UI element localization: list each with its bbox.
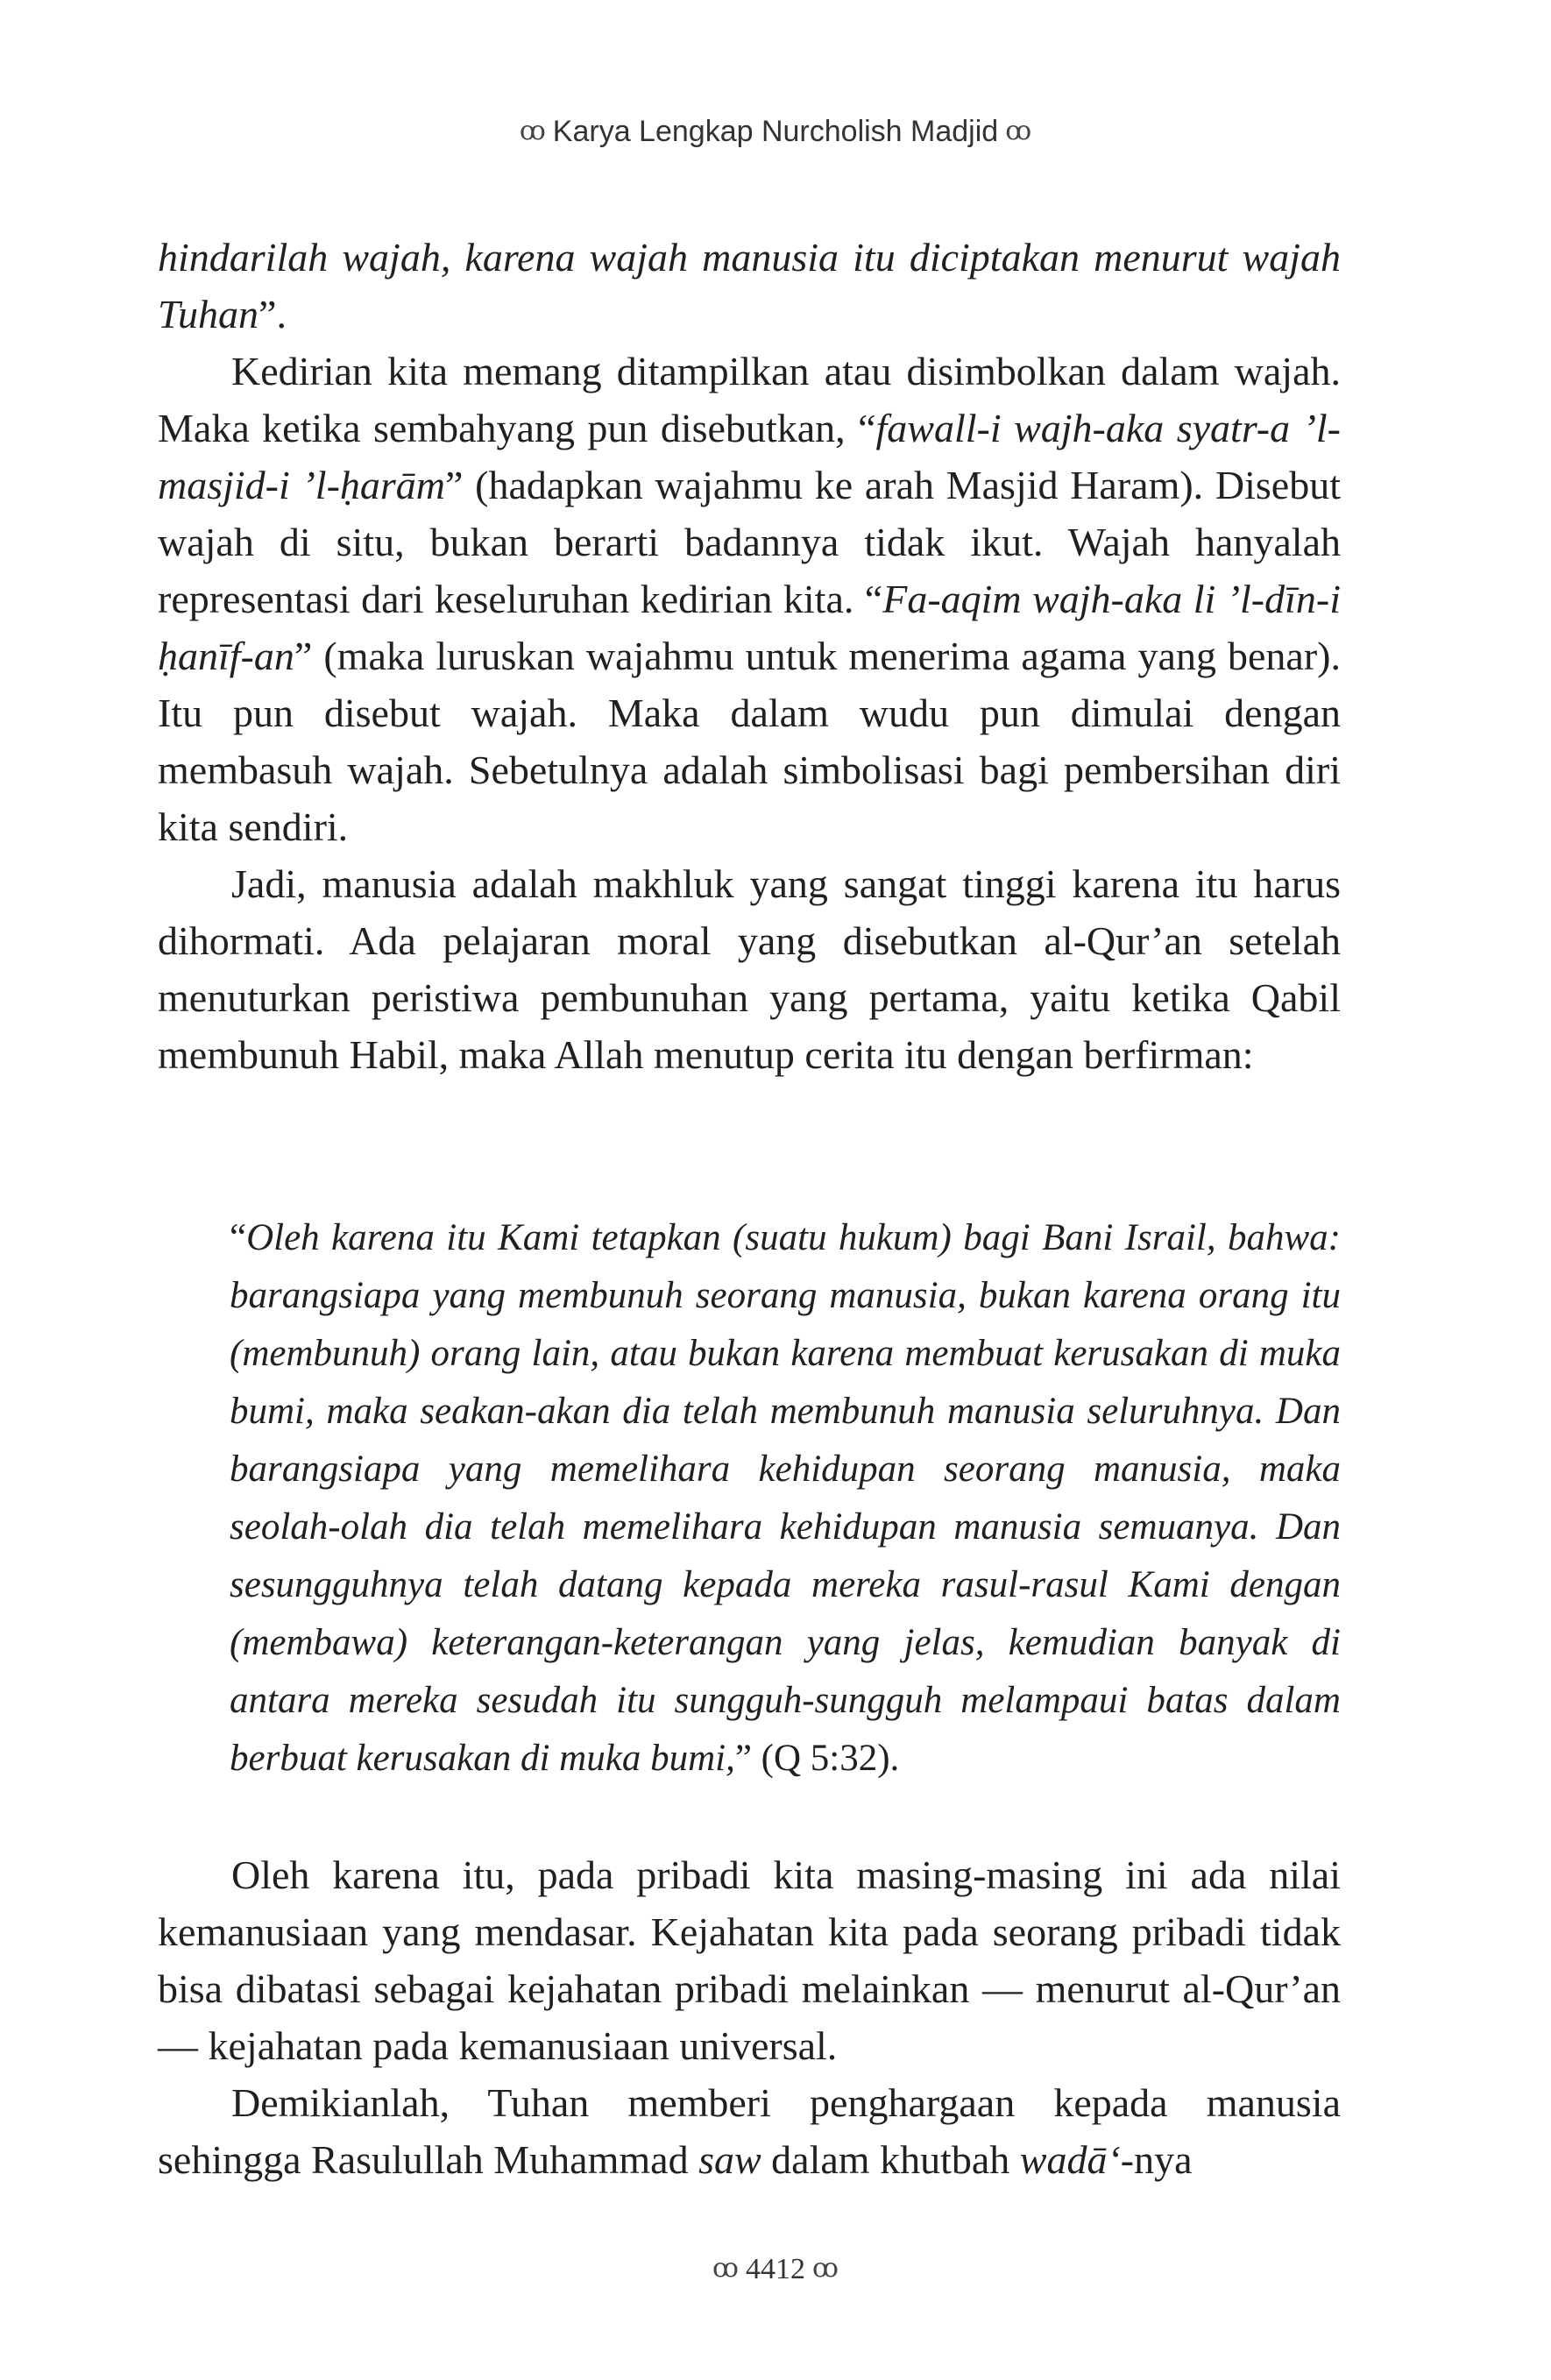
quote-open-mark: “ (230, 1217, 247, 1258)
paragraph-oleh-karena: Oleh karena itu, pada pribadi kita masing-masing ini ada nilai kemanusiaan yang mendasar. Kejahatan kita pada seorang pribadi tidak bisa dibatasi sebagai kejahatan pribadi melainkan — menurut al-Qur’an — kejahatan pada kemanusiaan universal. (158, 1852, 1341, 2068)
text: -nya (1120, 2137, 1193, 2182)
page-number: 4412 (746, 2253, 805, 2285)
ornament-right-icon: ꝏ (812, 2253, 839, 2284)
text: Demikianlah, Tuhan memberi penghargaan kepada manusia sehingga Rasulullah Muhammad (158, 2080, 1341, 2182)
body-text-top (158, 229, 1341, 1083)
text: Kedirian kita memang ditampilkan atau disimbolkan dalam wajah. Maka ketika sembahyang pun disebutkan, “ (158, 349, 1341, 450)
italic-text: wadā‘ (1019, 2137, 1121, 2182)
page-footer (0, 2252, 1551, 2288)
ornament-right-icon: ꝏ (1005, 116, 1032, 146)
arabic-transliteration: fawall-i wajh-aka syatr-a ’l-masjid-i ’l-ḥarām (158, 406, 1341, 507)
ornament-left-icon: ꝏ (519, 116, 546, 146)
italic-text: saw (698, 2137, 761, 2182)
text: ”. (258, 292, 287, 336)
text: dalam khutbah (761, 2137, 1020, 2182)
quran-quotation (230, 1209, 1341, 1788)
quotation-text: Oleh karena itu Kami tetapkan (suatu hukum) bagi Bani Israil, bahwa: barangsiapa yang membunuh seorang manusia, bukan karena orang itu (membunuh) orang lain, atau bukan karena membuat kerusakan di muka bumi, maka seakan-akan dia telah membunuh manusia seluruhnya. Dan barangsiapa yang memelihara kehidupan seorang manusia, maka seolah-olah dia telah memelihara kehidupan manusia semuanya. Dan sesungguhnya telah datang kepada mereka rasul-rasul Kami dengan (membawa) keterangan-keterangan yang jelas, kemudian banyak di antara mereka sesudah itu sungguh-sungguh melampaui batas dalam berbuat kerusakan di muka bumi, (230, 1217, 1341, 1779)
book-title: Karya Lengkap Nurcholish Madjid (552, 115, 999, 148)
body-text-bottom (158, 1846, 1341, 2188)
ornament-left-icon: ꝏ (712, 2253, 739, 2284)
paragraph-jadi: Jadi, manusia adalah makhluk yang sangat tinggi karena itu harus dihormati. Ada pelajaran moral yang disebutkan al-Qur’an setelah menuturkan peristiwa pembunuhan yang pertama, yaitu ketika Qabil membunuh Habil, maka Allah menutup cerita itu dengan berfirman: (158, 861, 1341, 1077)
text: ” (hadapkan wajahmu ke arah Masjid Haram). Disebut wajah di situ, bukan berarti badannya tidak ikut. Wajah hanyalah representasi dari keseluruhan kedirian kita. “ (158, 463, 1341, 621)
quote-citation: ” (Q 5:32). (734, 1738, 900, 1779)
italic-text: hindarilah wajah, karena wajah manusia itu diciptakan menurut wajah Tuhan (158, 235, 1341, 336)
arabic-transliteration: Fa-aqim wajh-aka li ’l-dīn-i ḥanīf-an (158, 577, 1341, 678)
paragraph-demikianlah (158, 2074, 1341, 2188)
paragraph-continued (158, 229, 1341, 343)
running-header (0, 114, 1551, 151)
text: ” (maka luruskan wajahmu untuk menerima agama yang benar). Itu pun disebut wajah. Maka dalam wudu pun dimulai dengan membasuh wajah. Sebetulnya adalah simbolisasi bagi pembersihan diri kita sendiri. (158, 634, 1341, 849)
paragraph-kedirian (158, 343, 1341, 855)
